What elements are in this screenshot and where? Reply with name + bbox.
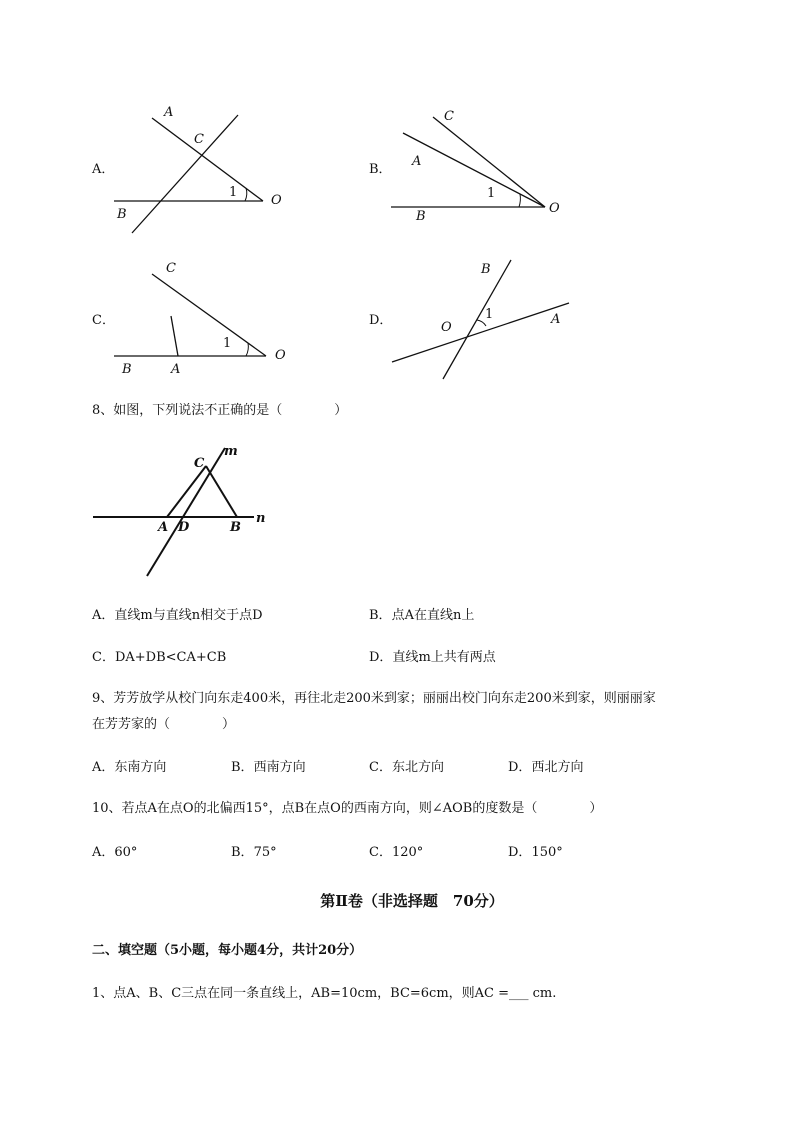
option-label: A．	[92, 162, 115, 177]
q9-option-d	[508, 760, 583, 776]
option-label: B．	[369, 608, 392, 623]
point-label-b: B	[416, 209, 426, 224]
option-label: A．	[92, 760, 115, 775]
point-label-b: B	[117, 207, 127, 222]
option-label: C．	[92, 313, 115, 328]
q9-stem-line2: 在芳芳家的（ ）	[92, 717, 236, 732]
option-label: C．	[369, 760, 392, 775]
q10-option-a	[92, 845, 137, 861]
part2-title: 第Ⅱ卷（非选择题 70分）	[320, 892, 504, 910]
option-label: D．	[508, 845, 532, 860]
q10-option-b	[231, 845, 277, 861]
option-text: 直线m上共有两点	[392, 650, 496, 665]
option-text: 东北方向	[391, 760, 444, 775]
option-label: B．	[369, 162, 392, 177]
line-label-n: n	[256, 511, 266, 526]
point-label-a: A	[171, 362, 181, 377]
point-label-c: C	[166, 261, 176, 276]
angle-label: 1	[487, 186, 496, 201]
point-label-b: B	[122, 362, 132, 377]
option-text: 60°	[114, 845, 138, 860]
q8-option-c	[92, 650, 226, 666]
point-label-c: C	[444, 109, 454, 124]
section-heading: 二、填空题（5小题，每小题4分，共计20分）	[92, 943, 363, 958]
option-label: D．	[369, 313, 393, 328]
q10-option-d	[508, 845, 563, 861]
point-label-d: D	[178, 520, 190, 535]
q9-option-b	[231, 760, 306, 776]
option-label: D．	[508, 760, 532, 775]
option-text: 东南方向	[114, 760, 167, 775]
line-label-m: m	[224, 444, 238, 459]
option-text: 西北方向	[531, 760, 584, 775]
q8-option-d	[369, 650, 496, 666]
option-label: D．	[369, 650, 393, 665]
point-label-a: A	[551, 312, 561, 327]
option-text: 直线m与直线n相交于点D	[114, 608, 263, 623]
q10-option-c	[369, 845, 423, 861]
option-text: DA+DB<CA+CB	[114, 650, 227, 665]
option-label: B．	[231, 845, 254, 860]
point-label-o: O	[549, 201, 560, 216]
q9-option-c	[369, 760, 444, 776]
q10-stem: 10、若点A在点O的北偏西15°，点B在点O的西南方向，则∠AOB的度数是（ ）	[92, 801, 603, 816]
point-label-a: A	[164, 105, 174, 120]
option-text: 150°	[531, 845, 563, 860]
point-label-a: A	[412, 154, 422, 169]
q8-option-a	[92, 608, 263, 624]
angle-label: 1	[485, 307, 494, 322]
point-label-b: B	[230, 520, 241, 535]
option-label: C．	[369, 845, 392, 860]
angle-label: 1	[229, 185, 238, 200]
fill-question-1: 1、点A、B、C三点在同一条直线上，AB=10cm，BC=6cm，则AC =___ cm.	[92, 986, 557, 1001]
option-text: 西南方向	[253, 760, 306, 775]
q9-stem-line1: 9、芳芳放学从校门向东走400米，再往北走200米到家；丽丽出校门向东走200米到家，则丽丽家	[92, 691, 656, 706]
option-label: A．	[92, 845, 115, 860]
option-label: A．	[92, 608, 115, 623]
point-label-o: O	[441, 320, 452, 335]
option-label: B．	[231, 760, 254, 775]
point-label-c: C	[194, 456, 205, 471]
q8-stem: 8、如图，下列说法不正确的是（ ）	[92, 403, 348, 418]
q8-option-b	[369, 608, 474, 624]
point-label-o: O	[275, 348, 286, 363]
option-text: 120°	[391, 845, 424, 860]
option-text: 75°	[253, 845, 277, 860]
point-label-o: O	[271, 193, 282, 208]
q9-option-a	[92, 760, 166, 776]
point-label-b: B	[481, 262, 491, 277]
point-label-a: A	[158, 520, 169, 535]
option-label: C．	[92, 650, 115, 665]
option-text: 点A在直线n上	[391, 608, 475, 623]
point-label-c: C	[194, 132, 204, 147]
angle-label: 1	[223, 336, 232, 351]
